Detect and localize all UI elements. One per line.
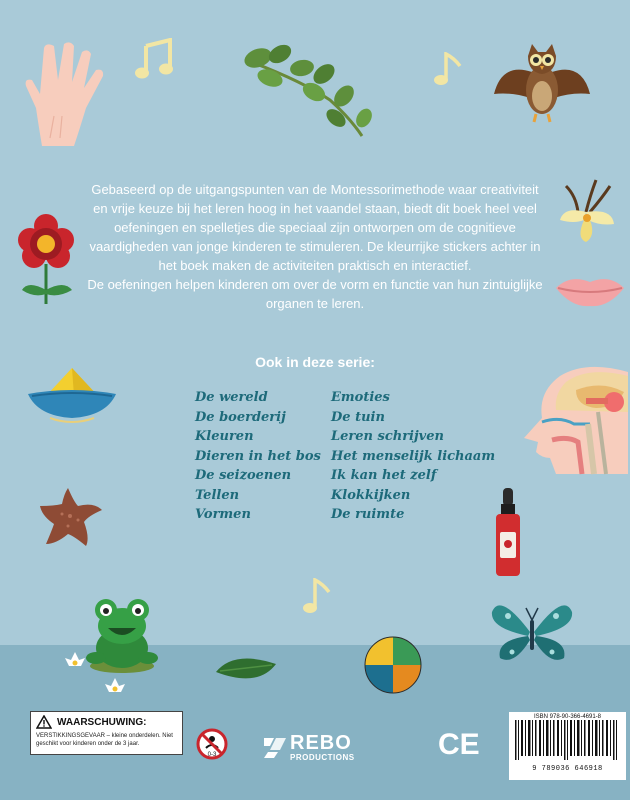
series-item: Tellen (195, 487, 240, 503)
series-item: De seizoenen (195, 468, 292, 483)
leaf-branch-icon (240, 40, 380, 140)
barcode-icon (513, 720, 622, 760)
isbn-text: ISBN 978-90-366-4691-8 (533, 714, 602, 720)
warning-text: VERSTIKKINGSGEVAAR – kleine onderdelen. Niet geschikt voor kinderen onder de 3 jaar. (36, 733, 173, 747)
intro-paragraph: De oefeningen helpen kinderen om over de vorm en functie van hun zintuiglijke organen te leren. (87, 277, 543, 311)
publisher-logo (290, 733, 355, 762)
series-item: Vormen (195, 507, 251, 522)
frog-icon (86, 596, 158, 674)
barcode-box (509, 712, 626, 780)
series-item: Leren schrijven (331, 429, 444, 444)
series-item: Klokkijken (331, 487, 411, 503)
series-item: Emoties (331, 390, 390, 405)
leaf-icon (214, 652, 278, 686)
starfish-icon (38, 486, 104, 548)
rebo-logo-icon (262, 732, 288, 760)
lily-flower-icon (104, 676, 126, 696)
hand-icon (24, 42, 106, 150)
publisher-name: REBO (290, 732, 352, 754)
warning-label (30, 711, 183, 755)
series-item: Dieren in het bos (195, 448, 321, 464)
intro-text (85, 180, 545, 313)
sand-bowl-icon (24, 366, 120, 426)
lily-flower-icon (64, 650, 86, 670)
music-note-icon (434, 52, 462, 86)
series-list-right (331, 388, 495, 525)
series-item: Kleuren (195, 429, 254, 444)
warning-title: WAARSCHUWING: (57, 716, 147, 728)
music-note-icon (303, 578, 331, 614)
series-list-left (195, 388, 321, 525)
lips-icon (554, 272, 626, 308)
series-item: De tuin (331, 409, 385, 425)
vanilla-flower-icon (556, 176, 618, 244)
music-note-icon (134, 38, 174, 80)
ce-mark: CE (438, 728, 480, 761)
series-item: De boerderij (195, 409, 286, 425)
dropper-bottle-icon (494, 486, 522, 578)
beach-ball-icon (364, 636, 422, 694)
warning-header (36, 715, 177, 729)
barcode-digits: 9 789036 646918 (532, 765, 603, 773)
series-item: Ik kan het zelf (331, 468, 437, 483)
butterfly-icon (490, 598, 574, 668)
series-title: Ook in deze serie: (255, 354, 375, 370)
series-item: Het menselijk lichaam (331, 448, 496, 464)
series-item: De ruimte (331, 507, 405, 522)
flower-icon (16, 214, 76, 306)
owl-icon (492, 42, 592, 124)
warning-triangle-icon (36, 715, 52, 729)
age-label: 0-3 (207, 752, 217, 758)
intro-paragraph: Gebaseerd op de uitgangspunten van de Montessorimethode waar creativiteit en vrije keuze bij het leren hoog in het vaandel staan, biedt dit boek heel veel oefeningen en spelletjes die speciaal zijn ontworpen om de cognitieve vaardigheden van jonge kinderen te stimuleren. De kleurrijke stickers achter in het boek maken de activiteiten praktisch en interactief. (89, 182, 541, 273)
series-item: De wereld (195, 390, 268, 405)
age-restriction-icon (196, 728, 228, 760)
head-anatomy-icon (516, 362, 628, 476)
publisher-sub: PRODUCTIONS (290, 753, 355, 762)
